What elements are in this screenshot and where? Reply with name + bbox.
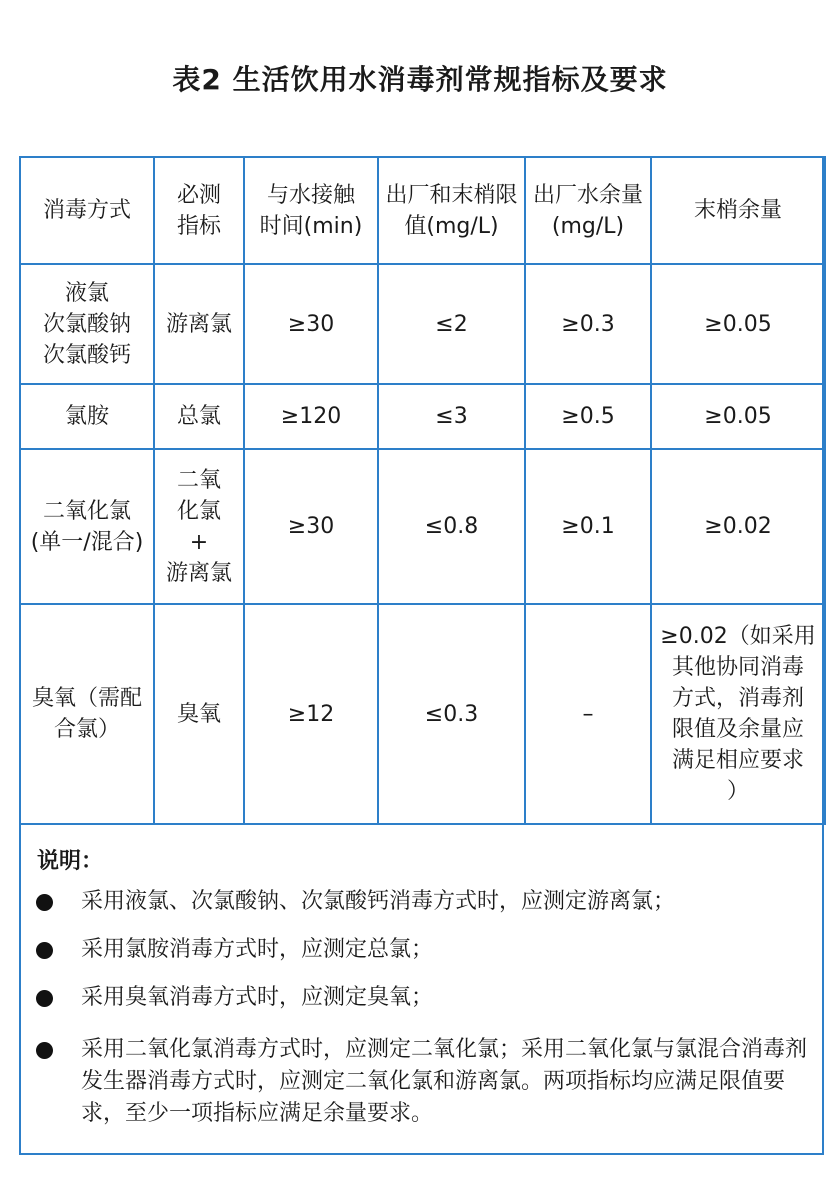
table-cell: ≥12: [244, 604, 378, 824]
table-cell: 游离氯: [154, 264, 244, 384]
table-cell: ≥30: [244, 449, 378, 604]
bullet-dot-icon: [36, 894, 53, 911]
table-cell: 臭氧: [154, 604, 244, 824]
table-cell: ≥120: [244, 384, 378, 449]
table-cell: ≥0.5: [525, 384, 651, 449]
table-cell: ≤0.8: [378, 449, 525, 604]
notes-title: 说明：: [37, 849, 104, 874]
note-text: 采用氯胺消毒方式时，应测定总氯；: [81, 937, 434, 962]
table-cell: ≥0.3: [525, 264, 651, 384]
note-text: 采用臭氧消毒方式时，应测定臭氧；: [81, 985, 434, 1010]
notes-section: [21, 822, 822, 1153]
table-cell: 二氧化氯 (单一/混合): [20, 449, 154, 604]
header-row: [20, 157, 825, 264]
table-row: [20, 449, 825, 604]
header-cell-tap-residual: 末梢余量: [651, 157, 825, 264]
table-cell: ≥30: [244, 264, 378, 384]
table-cell: –: [525, 604, 651, 824]
table-cell: ≥0.05: [651, 264, 825, 384]
table-cell: 液氯 次氯酸钠 次氯酸钙: [20, 264, 154, 384]
table-cell: ≤2: [378, 264, 525, 384]
table-row: [20, 604, 825, 824]
table-cell: 二氧 化氯 + 游离氯: [154, 449, 244, 604]
table-cell: 总氯: [154, 384, 244, 449]
header-cell-method: 消毒方式: [20, 157, 154, 264]
bullet-dot-icon: [36, 1042, 53, 1059]
header-cell-contact-time: 与水接触 时间(min): [244, 157, 378, 264]
bullet-dot-icon: [36, 942, 53, 959]
header-cell-indicator: 必测 指标: [154, 157, 244, 264]
table-cell: ≥0.1: [525, 449, 651, 604]
bullet-dot-icon: [36, 990, 53, 1007]
table-cell: ≥0.05: [651, 384, 825, 449]
header-cell-factory-residual: 出厂水余量 (mg/L): [525, 157, 651, 264]
header-cell-limit: 出厂和末梢限 值(mg/L): [378, 157, 525, 264]
table-cell: 臭氧（需配 合氯）: [20, 604, 154, 824]
table-row: [20, 264, 825, 384]
note-text: 采用液氯、次氯酸钠、次氯酸钙消毒方式时，应测定游离氯；: [81, 889, 676, 914]
table-cell: ≤3: [378, 384, 525, 449]
table-row: [20, 384, 825, 449]
table-cell: ≥0.02（如采用 其他协同消毒 方式，消毒剂 限值及余量应 满足相应要求 ）: [651, 604, 825, 824]
table-cell: ≥0.02: [651, 449, 825, 604]
page-title: 表2 生活饮用水消毒剂常规指标及要求: [172, 63, 668, 96]
table-cell: ≤0.3: [378, 604, 525, 824]
disinfectant-table: [19, 156, 826, 825]
note-text: 采用二氧化氯消毒方式时，应测定二氧化氯；采用二氧化氯与氯混合消毒剂发生器消毒方式时，应测定二氧化氯和游离氯。两项指标均应满足限值要求，至少一项指标应满足余量要求。: [81, 1037, 808, 1126]
table-cell: 氯胺: [20, 384, 154, 449]
